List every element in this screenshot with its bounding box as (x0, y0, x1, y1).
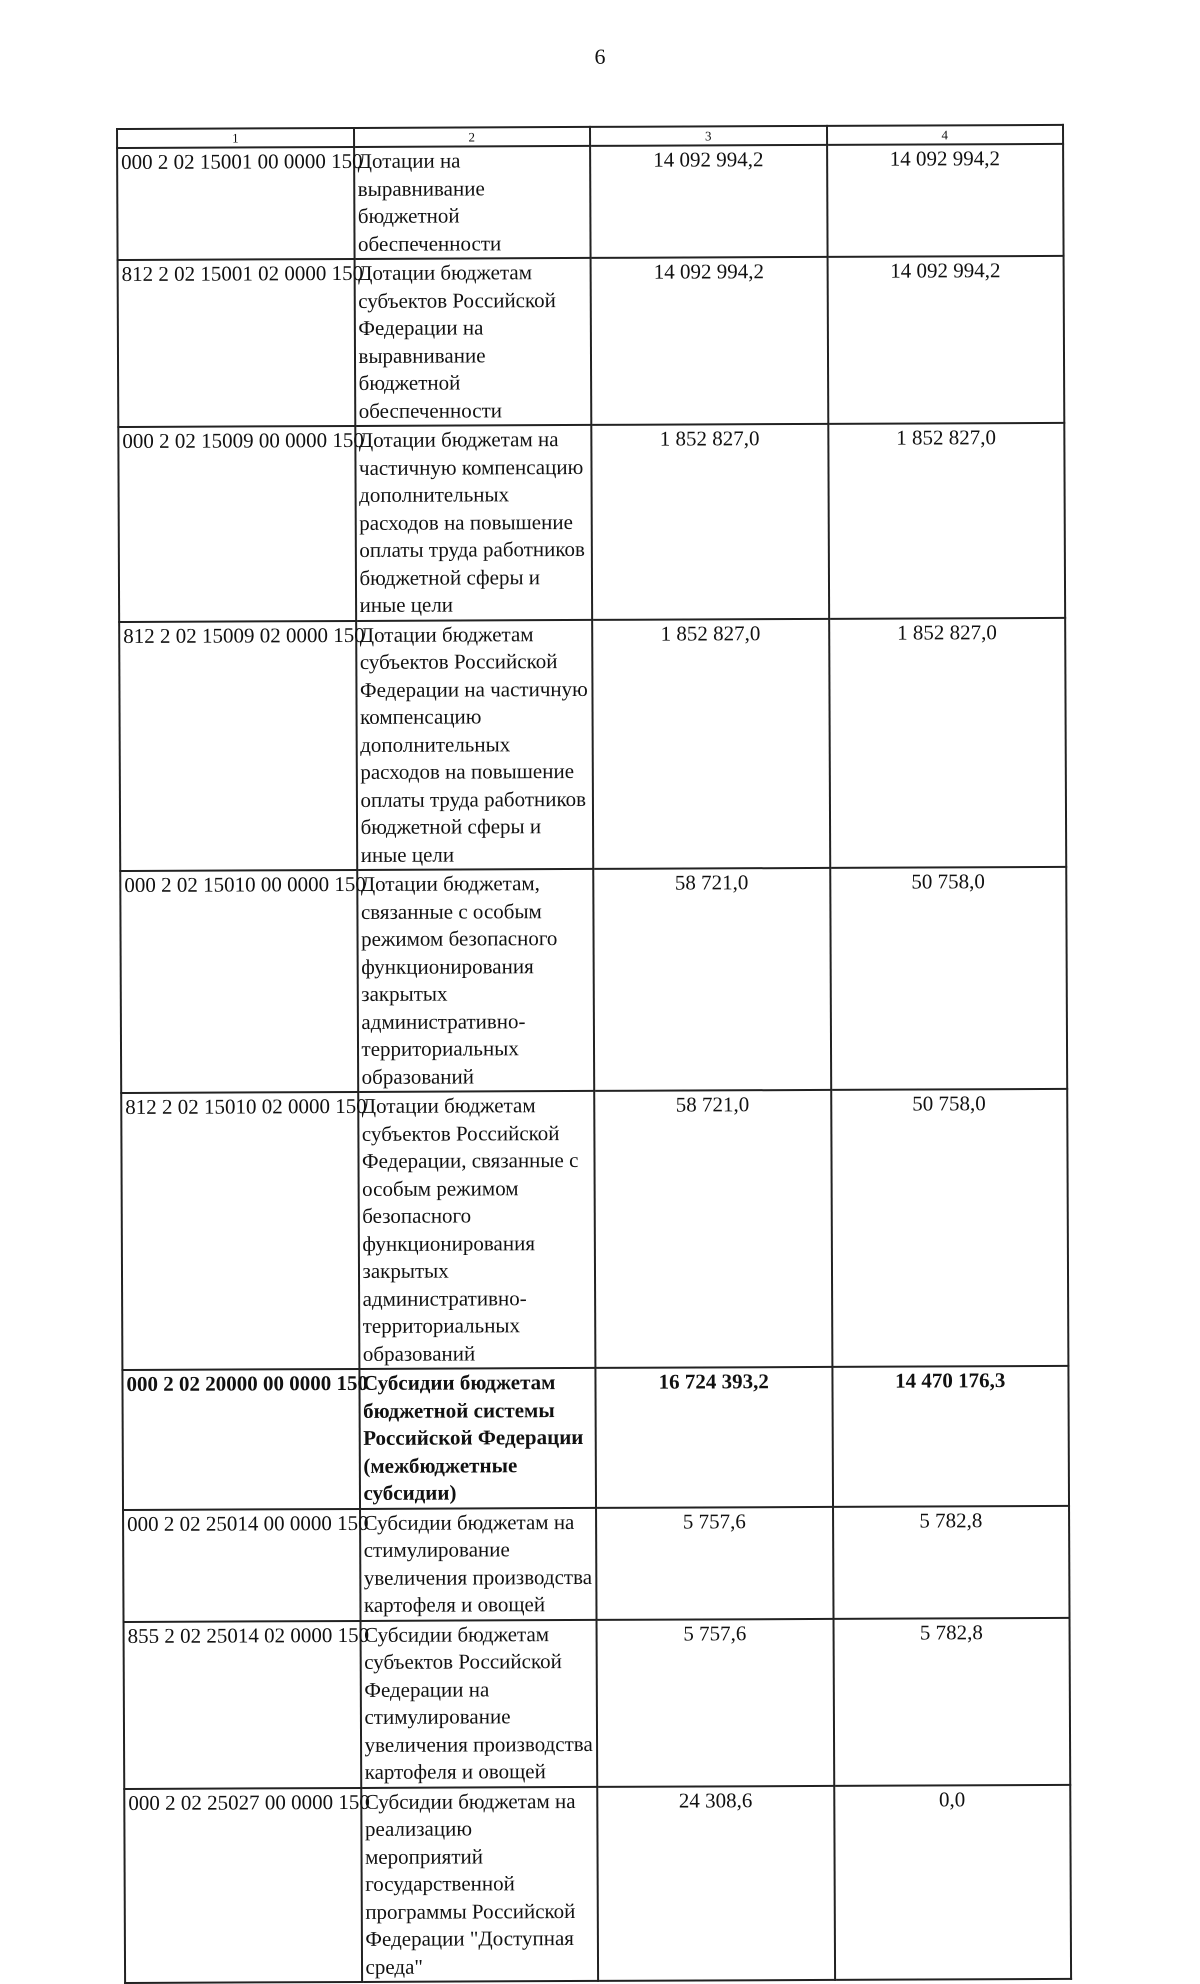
page-number: 6 (594, 44, 606, 69)
amount-col4-cell: 50 758,0 (831, 1089, 1069, 1367)
description-cell: Субсидии бюджетам на реализацию мероприятий государственной программы Российской Федерации "Доступная среда" (361, 1786, 598, 1982)
description-cell: Дотации на выравнивание бюджетной обеспеченности (354, 146, 591, 259)
description-cell: Дотации бюджетам субъектов Российской Федерации на частичную компенсацию дополнительных расходов на повышение оплаты труда работников бюджетной сферы и иные цели (356, 619, 594, 870)
table-row (123, 1505, 1069, 1621)
table-row (124, 1617, 1071, 1788)
amount-col3-cell: 5 757,6 (596, 1506, 833, 1619)
budget-table (116, 124, 1072, 1984)
amount-col4-cell: 14 470 176,3 (832, 1366, 1069, 1507)
amount-col3-cell: 58 721,0 (594, 1090, 832, 1368)
description-cell: Субсидии бюджетам на стимулирование увеличения производства картофеля и овощей (360, 1507, 597, 1620)
table-row (120, 867, 1067, 1093)
amount-col3-cell: 5 757,6 (597, 1618, 834, 1786)
table-row (118, 423, 1065, 622)
budget-code-cell: 000 2 02 25027 00 0000 150 (124, 1787, 361, 1983)
budget-code-cell: 000 2 02 25014 00 0000 150 (123, 1508, 360, 1621)
table-row (119, 617, 1066, 871)
table-row (121, 1089, 1068, 1370)
description-cell: Субсидии бюджетам бюджетной системы Российской Федерации (межбюджетные субсидии) (359, 1368, 596, 1509)
amount-col4-cell: 1 852 827,0 (828, 423, 1065, 619)
amount-col3-cell: 58 721,0 (593, 868, 830, 1091)
amount-col4-cell: 5 782,8 (833, 1617, 1070, 1785)
budget-code-cell: 000 2 02 15009 00 0000 150 (118, 426, 355, 622)
table-row (118, 256, 1065, 427)
budget-code-cell: 812 2 02 15009 02 0000 150 (119, 620, 357, 871)
column-header-4: 4 (826, 125, 1063, 145)
amount-col3-cell: 14 092 994,2 (591, 257, 828, 425)
description-cell: Дотации бюджетам, связанные с особым режимом безопасного функционирования закрытых административно-территориальных образований (357, 869, 594, 1092)
description-cell: Субсидии бюджетам субъектов Российской Федерации на стимулирование увеличения производства картофеля и овощей (360, 1619, 597, 1787)
amount-col3-cell: 24 308,6 (597, 1785, 834, 1981)
budget-code-cell: 812 2 02 15001 02 0000 150 (118, 259, 355, 427)
budget-code-cell: 812 2 02 15010 02 0000 150 (121, 1092, 359, 1370)
amount-col3-cell: 1 852 827,0 (591, 424, 828, 620)
table-row (117, 144, 1063, 260)
amount-col4-cell: 1 852 827,0 (829, 617, 1067, 868)
description-cell: Дотации бюджетам субъектов Российской Федерации на выравнивание бюджетной обеспеченности (354, 258, 591, 426)
budget-code-cell: 000 2 02 20000 00 0000 150 (122, 1369, 359, 1510)
budget-code-cell: 000 2 02 15001 00 0000 150 (117, 147, 354, 260)
amount-col3-cell: 14 092 994,2 (590, 145, 827, 258)
amount-col4-cell: 50 758,0 (830, 867, 1067, 1090)
amount-col4-cell: 5 782,8 (833, 1505, 1070, 1618)
column-header-1: 1 (117, 128, 354, 148)
budget-code-cell: 000 2 02 15010 00 0000 150 (120, 870, 357, 1093)
column-header-2: 2 (354, 127, 591, 147)
table-row (124, 1784, 1071, 1983)
description-cell: Дотации бюджетам на частичную компенсацию дополнительных расходов на повышение оплаты труда работников бюджетной сферы и иные цели (355, 425, 592, 621)
amount-col3-cell: 1 852 827,0 (592, 618, 830, 869)
amount-col4-cell: 14 092 994,2 (827, 256, 1064, 424)
amount-col3-cell: 16 724 393,2 (595, 1367, 832, 1508)
budget-code-cell: 855 2 02 25014 02 0000 150 (124, 1620, 361, 1788)
description-cell: Дотации бюджетам субъектов Российской Федерации, связанные с особым режимом безопасного функционирования закрытых административно-территориальных образований (358, 1091, 596, 1369)
amount-col4-cell: 0,0 (834, 1784, 1071, 1980)
table-row-total (122, 1366, 1069, 1510)
amount-col4-cell: 14 092 994,2 (827, 144, 1064, 257)
column-header-3: 3 (590, 126, 827, 146)
